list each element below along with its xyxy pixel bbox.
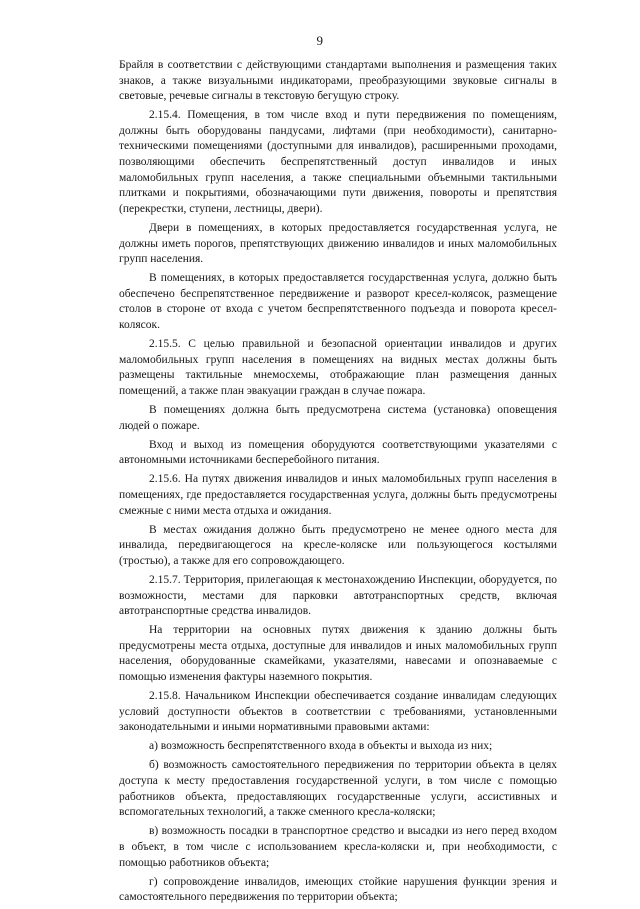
paragraph-2-15-4: 2.15.4. Помещения, в том числе вход и пути передвижения по помещениям, должны быть оборудованы пандусами, лифтами (при необходимости), санитарно-техническими помещениями (доступными для инвалидов), расширенными проходами, позволяющими обеспечить беспрепятственный доступ инвалидов и иных маломобильных групп населения, а также специальными объемными тактильными плитками и покрытиями, обозначающими пути движения, повороты и препятствия (перекрестки, ступени, лестницы, двери).: [119, 109, 557, 215]
paragraph-entrance-signs: Вход и выход из помещения оборудуются соответствующими указателями с автономными источниками бесперебойного питания.: [119, 438, 557, 467]
paragraph-continuation: Брайля в соответствии с действующими стандартами выполнения и размещения таких знаков, а также визуальными индикаторами, преобразующими звуковые сигналы в световые, речевые сигналы в текстовую бегущую строку.: [119, 59, 557, 103]
list-item-a: а) возможность беспрепятственного входа в объекты и выхода из них;: [149, 740, 493, 753]
paragraph-rest-places: На территории на основных путях движения к зданию должны быть предусмотрены места отдыха, доступные для инвалидов и иных маломобильных групп населения, оборудованные скамейками, указателями, навесами и опознаваемые с помощью изменения фактуры наземного покрытия.: [119, 624, 557, 683]
list-item-v: в) возможность посадки в транспортное средство и высадки из него перед входом в объект, в том числе с использованием кресла-коляски и, при необходимости, с помощью работников объекта;: [119, 825, 557, 869]
paragraph-2-15-8: 2.15.8. Начальником Инспекции обеспечивается создание инвалидам следующих условий доступности объектов в соответствии с требованиями, установленными законодательными и иными нормативными правовыми актами:: [119, 690, 557, 734]
paragraph-2-15-7: 2.15.7. Территория, прилегающая к местонахождению Инспекции, оборудуется, по возможности, местами для парковки автотранспортных средств, включая автотранспортные средства инвалидов.: [119, 573, 557, 618]
list-item-b: б) возможность самостоятельного передвижения по территории объекта в целях доступа к месту предоставления государственной услуги, в том числе с помощью работников объекта, предоставляющих государственные услуги, ассистивных и вспомогательных технологий, а также сменного кресла-коляски;: [119, 759, 557, 819]
document-body: [119, 58, 557, 909]
paragraph-2-15-5: 2.15.5. С целью правильной и безопасной ориентации инвалидов и других маломобильных групп населения в помещениях на видных местах должны быть размещены тактильные мнемосхемы, отображающие план размещения данных помещений, а также план эвакуации граждан в случае пожара.: [119, 338, 557, 397]
paragraph-doors: Двери в помещениях, в которых предоставляется государственная услуга, не должны иметь порогов, препятствующих движению инвалидов и иных маломобильных групп населения.: [119, 221, 557, 266]
paragraph-fire-alarm: В помещениях должна быть предусмотрена система (установка) оповещения людей о пожаре.: [119, 403, 557, 432]
paragraph-waiting-places: В местах ожидания должно быть предусмотрено не менее одного места для инвалида, передвигающегося на кресле-коляске или пользующегося костылями (тростью), а также для его сопровождающего.: [119, 523, 557, 567]
page-number: 9: [316, 33, 324, 48]
paragraph-wheelchair-movement: В помещениях, в которых предоставляется государственная услуга, должно быть обеспечено беспрепятственное передвижение и разворот кресел-колясок, размещение столов в стороне от входа с учетом беспрепятственного подъезда и поворота кресел-колясок.: [119, 272, 557, 331]
paragraph-2-15-6: 2.15.6. На путях движения инвалидов и иных маломобильных групп населения в помещениях, где предоставляется государственная услуга, должны быть предусмотрены смежные с ними места отдыха и ожидания.: [119, 473, 557, 517]
list-item-g: г) сопровождение инвалидов, имеющих стойкие нарушения функции зрения и самостоятельного передвижения по территории объекта;: [119, 875, 557, 904]
